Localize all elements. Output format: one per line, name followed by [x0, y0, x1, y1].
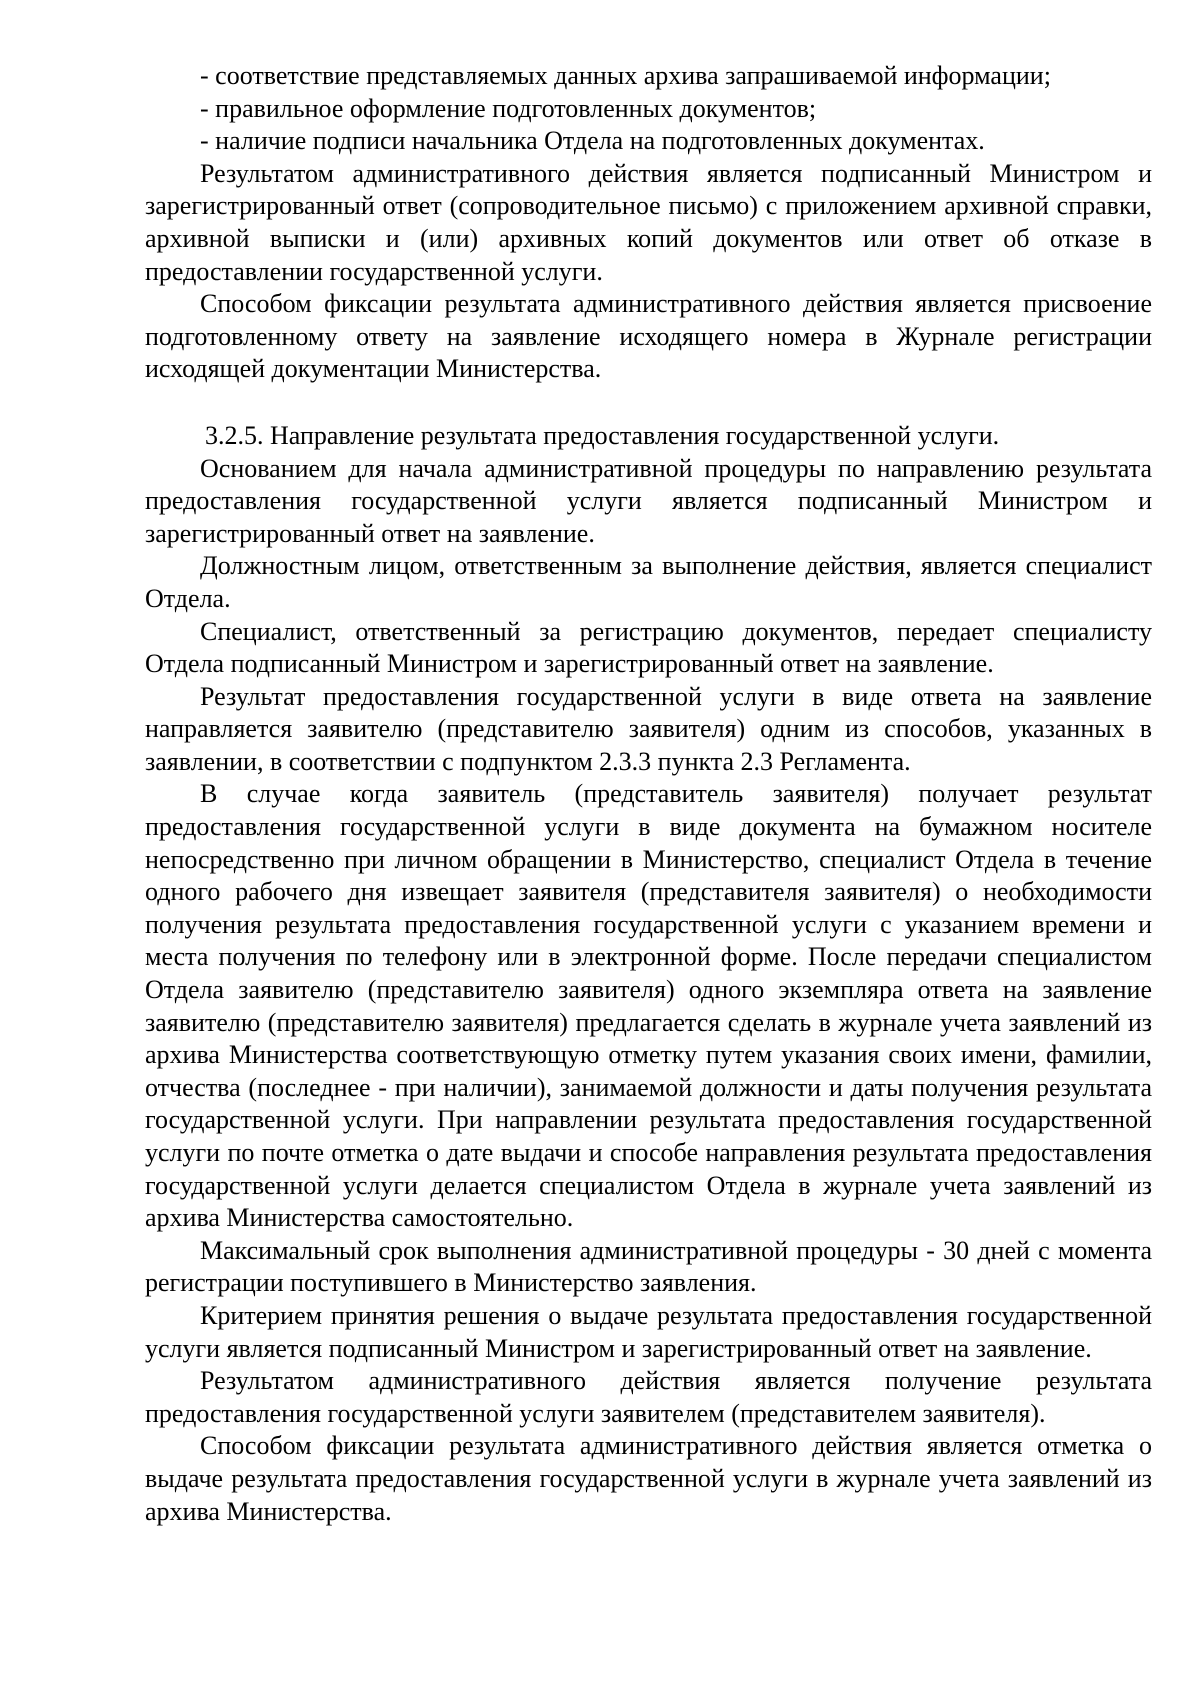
- fixation-paragraph: Способом фиксации результата административного действия является присвоение подготовленному ответу на заявление исходящего номера в Журнале регистрации исходящей документации Министерства.: [145, 289, 1152, 384]
- section-paragraph-decision-criterion: Критерием принятия решения о выдаче результата предоставления государственной услуги является подписанный Министром и зарегистрированный ответ на заявление.: [145, 1300, 1152, 1363]
- result-paragraph: Результатом административного действия является подписанный Министром и зарегистрированный ответ (сопроводительное письмо) с приложением архивной справки, архивной выписки и (или) архивных копий документов или ответ об отказе в предоставлении государственной услуги.: [145, 158, 1152, 286]
- section-gap: [145, 386, 1152, 420]
- section-paragraph-personal-receipt: В случае когда заявитель (представитель заявителя) получает результат предоставления государственной услуги в виде документа на бумажном носителе непосредственно при личном обращении в Министерство, специалист Отдела в течение одного рабочего дня извещает заявителя (представителя заявителя) о необходимости получения результата предоставления государственной услуги с указанием времени и места получения по телефону или в электронной форме. После передачи специалистом Отдела заявителю (представителю заявителя) одного экземпляра ответа на заявление заявителю (представителю заявителя) предлагается сделать в журнале учета заявлений из архива Министерства соответствующую отметку путем указания своих имени, фамилии, отчества (последнее - при наличии), занимаемой должности и даты получения результата государственной услуги. При направлении результата предоставления государственной услуги по почте отметка о дате выдачи и способе направления результата предоставления государственной услуги делается специалистом Отдела в журнале учета заявлений из архива Министерства самостоятельно.: [145, 779, 1152, 1233]
- section-paragraph-transfer: Специалист, ответственный за регистрацию документов, передает специалисту Отдела подписанный Министром и зарегистрированный ответ на заявление.: [145, 616, 1152, 679]
- criteria-item-data-correspondence: - соответствие представляемых данных архива запрашиваемой информации;: [200, 61, 1051, 90]
- section-heading: 3.2.5. Направление результата предоставления государственной услуги.: [205, 420, 1000, 450]
- document-page: [145, 60, 1152, 1528]
- section-paragraph-delivery-method: Результат предоставления государственной услуги в виде ответа на заявление направляется заявителю (представителю заявителя) одним из способов, указанных в заявлении, в соответствии с подпунктом 2.3.3 пункта 2.3 Регламента.: [145, 681, 1152, 776]
- criteria-item-head-signature: - наличие подписи начальника Отдела на подготовленных документах.: [200, 126, 985, 156]
- criteria-item-document-formatting: - правильное оформление подготовленных документов;: [200, 93, 817, 123]
- section-paragraph-result: Результатом административного действия является получение результата предоставления государственной услуги заявителем (представителем заявителя).: [145, 1366, 1152, 1428]
- section-paragraph-max-term: Максимальный срок выполнения административной процедуры - 30 дней с момента регистрации поступившего в Министерство заявления.: [145, 1235, 1152, 1298]
- section-paragraph-responsible-official: Должностным лицом, ответственным за выполнение действия, является специалист Отдела.: [145, 551, 1152, 613]
- section-paragraph-fixation: Способом фиксации результата административного действия является отметка о выдаче результата предоставления государственной услуги в журнале учета заявлений из архива Министерства.: [145, 1431, 1152, 1526]
- section-paragraph-basis: Основанием для начала административной процедуры по направлению результата предоставления государственной услуги является подписанный Министром и зарегистрированный ответ на заявление.: [145, 453, 1152, 548]
